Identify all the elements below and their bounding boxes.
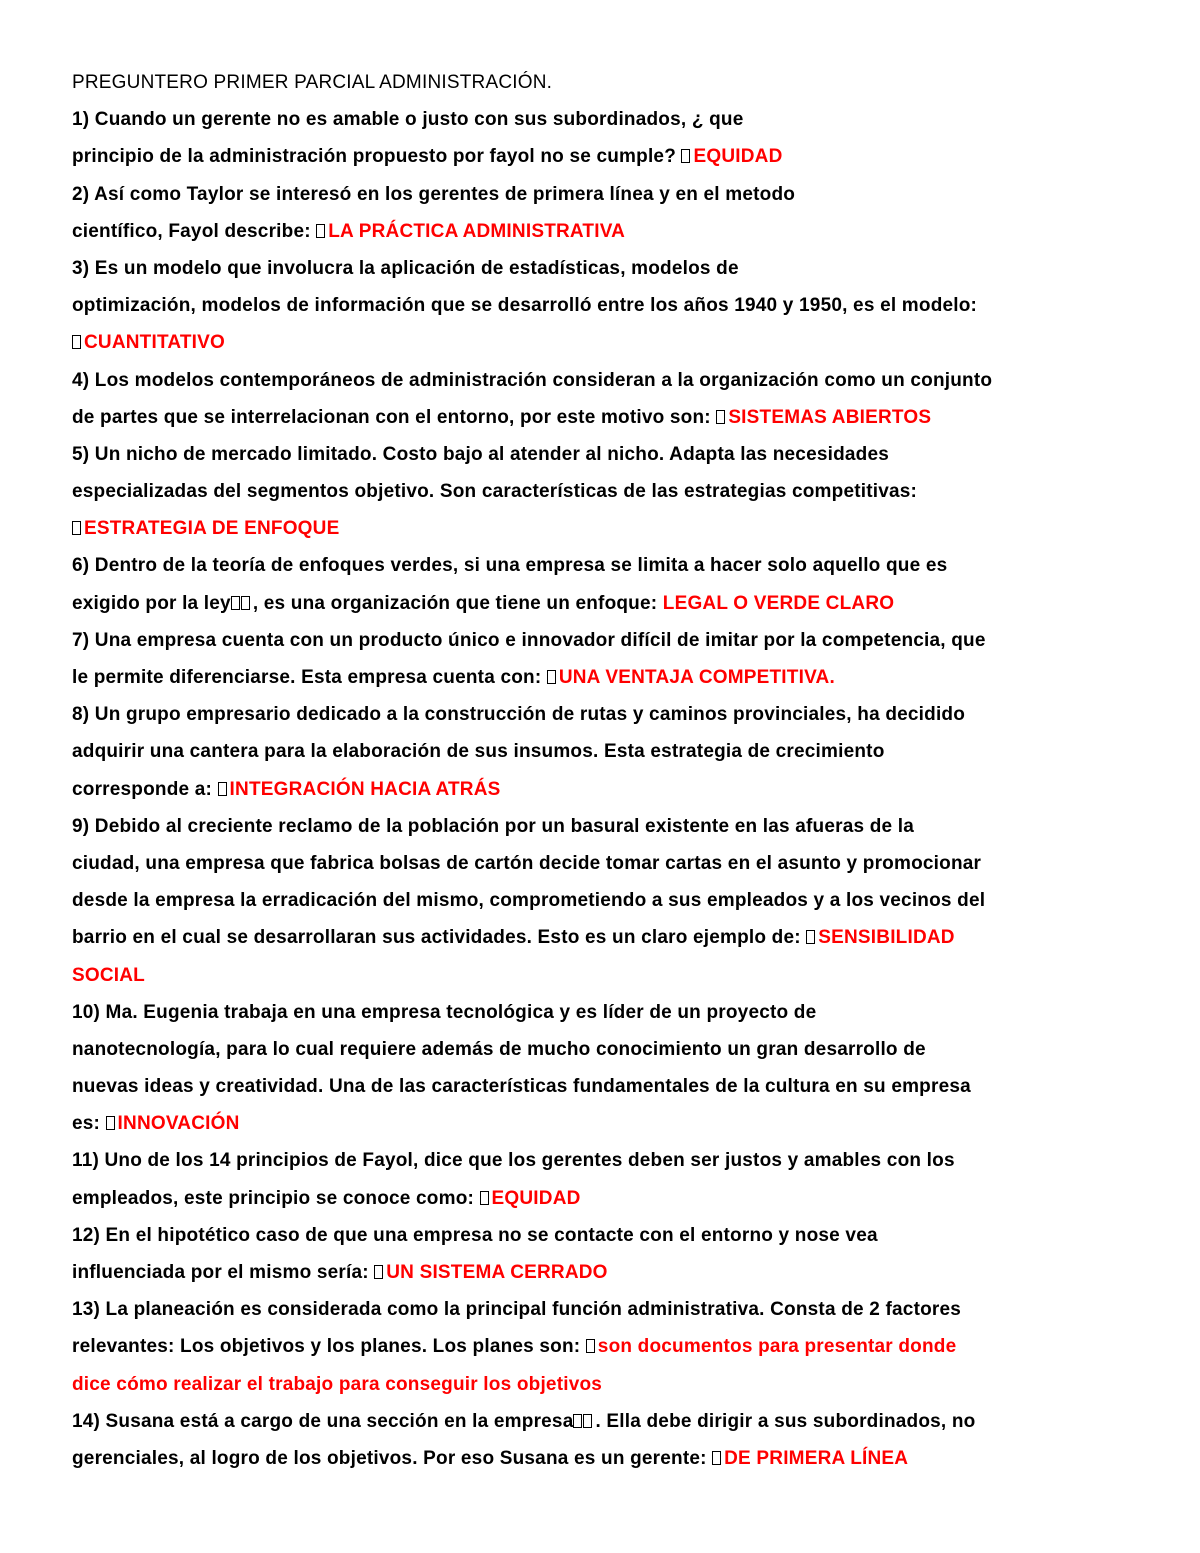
checkbox-glyph-icon [106,1116,115,1130]
answer-11: EQUIDAD [491,1187,581,1209]
answer-13-part-1: son documentos para presentar donde [597,1336,957,1358]
question-12-line-2: influenciada por el mismo sería: UN SISTEMA CERRADO [72,1262,608,1283]
question-13-line-2: relevantes: Los objetivos y los planes. Los planes son: son documentos para presentar donde [72,1336,957,1358]
question-10-line-3: nuevas ideas y creatividad. Una de las características fundamentales de la cultura en su empresa [72,1076,971,1098]
question-9-line-1: 9) Debido al creciente reclamo de la población por un basural existente en las afueras de la [72,815,915,837]
question-9-line-4: barrio en el cual se desarrollaran sus actividades. Esto es un claro ejemplo de: SENSIBILIDAD [72,927,955,949]
question-10-line-4: es: INNOVACIÓN [72,1113,240,1135]
checkbox-glyph-icon [72,521,81,535]
checkbox-glyph-icon [218,782,227,796]
question-7-line-1: 7) Una empresa cuenta con un producto único e innovador difícil de imitar por la competencia, que [72,629,986,651]
document-page [72,64,1132,1477]
question-9-line-2: ciudad, una empresa que fabrica bolsas de cartón decide tomar cartas en el asunto y promocionar [72,852,982,874]
question-3-answer-line [72,324,1132,361]
checkbox-glyph-icon [712,1451,721,1465]
answer-1: EQUIDAD [693,146,783,168]
question-12-line-1: 12) En el hipotético caso de que una empresa no se contacte con el entorno y nose vea [72,1224,878,1246]
question-5-answer-line [72,510,1132,547]
question-2-line-2: científico, Fayol describe: LA PRÁCTICA ADMINISTRATIVA [72,220,626,242]
answer-2: LA PRÁCTICA ADMINISTRATIVA [328,220,626,242]
question-13-line-1: 13) La planeación es considerada como la principal función administrativa. Consta de 2 factores [72,1299,962,1321]
checkbox-glyph-icon [72,335,81,349]
question-5-line-2: especializadas del segmentos objetivo. Son características de las estrategias competitivas: [72,481,918,503]
checkbox-glyph-icon [231,596,240,610]
question-1-line-1: 1) Cuando un gerente no es amable o justo con sus subordinados, ¿ que [72,109,744,131]
checkbox-glyph-icon [681,149,690,163]
question-11-line-1: 11) Uno de los 14 principios de Fayol, dice que los gerentes deben ser justos y amables con los [72,1150,955,1172]
answer-10: INNOVACIÓN [117,1113,240,1135]
checkbox-glyph-icon [241,596,250,610]
checkbox-glyph-icon [586,1339,595,1353]
checkbox-glyph-icon [806,930,815,944]
question-2-line-1: 2) Así como Taylor se interesó en los gerentes de primera línea y en el metodo [72,183,796,205]
answer-13-part-2: dice cómo realizar el trabajo para conseguir los objetivos [72,1373,603,1395]
checkbox-glyph-icon [716,410,725,424]
checkbox-glyph-icon [316,224,325,238]
question-4-line-2: de partes que se interrelacionan con el entorno, por este motivo son: SISTEMAS ABIERTOS [72,406,932,428]
answer-9-part-2: SOCIAL [72,964,145,986]
checkbox-glyph-icon [480,1191,489,1205]
checkbox-glyph-icon [374,1265,383,1279]
answer-6: LEGAL O VERDE CLARO [662,592,895,614]
question-4-line-1: 4) Los modelos contemporáneos de administración consideran a la organización como un conjunto [72,369,993,391]
answer-12: UN SISTEMA CERRADO [386,1262,608,1283]
checkbox-glyph-icon [573,1414,582,1428]
answer-14: DE PRIMERA LÍNEA [724,1447,909,1469]
answer-3: CUANTITATIVO [84,332,226,354]
question-14-line-1: 14) Susana está a cargo de una sección en la empresa . Ella debe dirigir a sus subordinados, no [72,1410,976,1432]
answer-9-part-1: SENSIBILIDAD [818,927,955,949]
question-1-line-2: principio de la administración propuesto por fayol no se cumple? EQUIDAD [72,146,783,168]
question-6-line-2: exigido por la ley , es una organización que tiene un enfoque: LEGAL O VERDE CLARO [72,592,895,614]
checkbox-glyph-icon [583,1414,592,1428]
question-8-line-3: corresponde a: INTEGRACIÓN HACIA ATRÁS [72,778,501,800]
question-10-line-1: 10) Ma. Eugenia trabaja en una empresa tecnológica y es líder de un proyecto de [72,1001,817,1023]
answer-7: UNA VENTAJA COMPETITIVA. [558,667,835,688]
question-8-line-1: 8) Un grupo empresario dedicado a la construcción de rutas y caminos provinciales, ha decidido [72,704,966,726]
question-13-answer-line [72,1366,1132,1403]
answer-5: ESTRATEGIA DE ENFOQUE [84,518,340,540]
question-9-line-3: desde la empresa la erradicación del mismo, comprometiendo a sus empleados y a los vecinos del [72,890,986,912]
document-title: PREGUNTERO PRIMER PARCIAL ADMINISTRACIÓN. [72,72,553,93]
question-10-line-2: nanotecnología, para lo cual requiere además de mucho conocimiento un gran desarrollo de [72,1038,926,1060]
answer-8: INTEGRACIÓN HACIA ATRÁS [229,778,501,800]
question-7-line-2: le permite diferenciarse. Esta empresa cuenta con: UNA VENTAJA COMPETITIVA. [72,667,835,688]
question-3-line-1: 3) Es un modelo que involucra la aplicación de estadísticas, modelos de [72,257,739,279]
question-14-line-2: gerenciales, al logro de los objetivos. Por eso Susana es un gerente: DE PRIMERA LÍNEA [72,1447,909,1469]
question-3-line-2: optimización, modelos de información que se desarrolló entre los años 1940 y 1950, es el modelo: [72,295,978,317]
question-6-line-1: 6) Dentro de la teoría de enfoques verdes, si una empresa se limita a hacer solo aquello que es [72,555,948,577]
question-9-answer-line [72,957,1132,994]
answer-4: SISTEMAS ABIERTOS [728,406,932,428]
question-8-line-2: adquirir una cantera para la elaboración de sus insumos. Esta estrategia de crecimiento [72,741,885,763]
question-5-line-1: 5) Un nicho de mercado limitado. Costo bajo al atender al nicho. Adapta las necesidades [72,443,889,465]
question-11-line-2: empleados, este principio se conoce como: EQUIDAD [72,1187,581,1209]
checkbox-glyph-icon [547,670,556,684]
